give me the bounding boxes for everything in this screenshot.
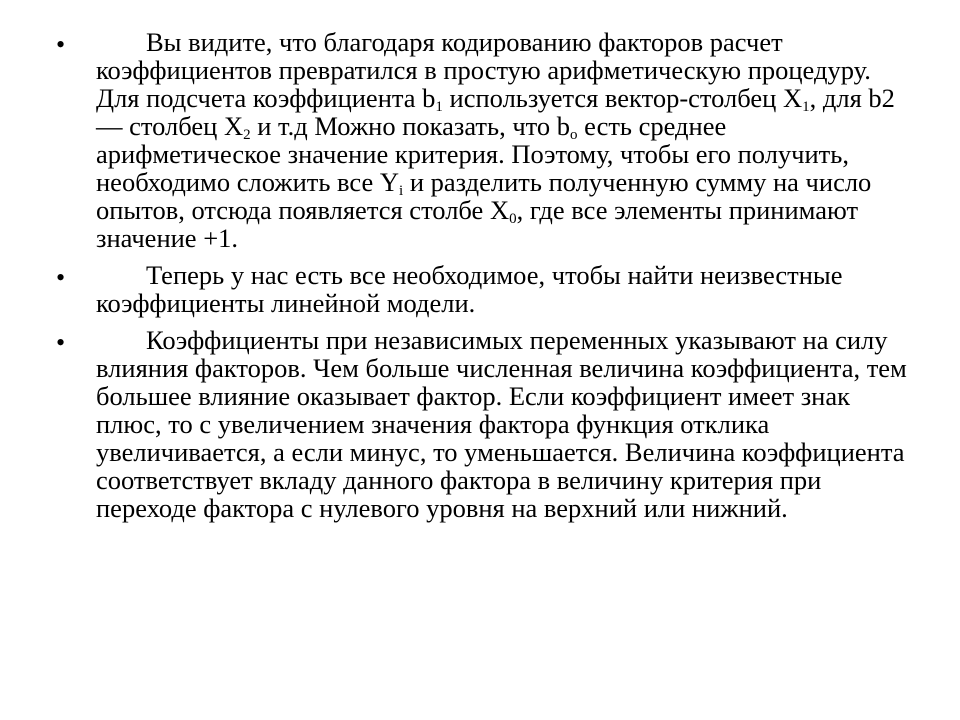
bullet-item-coefficients <box>56 326 916 522</box>
bullet-icon: • <box>56 328 66 357</box>
paragraph-text-part: используется вектор-столбец X <box>442 83 803 113</box>
paragraph-coding <box>96 28 916 252</box>
paragraph-text-part: Вы видите, что благодаря кодированию факторов расчет коэффициентов превратился в простую арифметическую процедуру. Для подсчета коэффициента b <box>96 27 871 113</box>
paragraph-text-part: и разделить полученную сумму на число опытов, отсюда появляется столбе X <box>96 167 872 225</box>
paragraph-coefficients <box>96 326 916 522</box>
paragraph-text: Коэффициенты при независимых переменных указывают на силу влияния факторов. Чем больше численная величина коэффициента, тем большее влияние оказывает фактор. Если коэффициент имеет знак плюс, то с увеличением значения фактора функция отклика увеличивается, а если минус, то уменьшается. Величина коэффициента соответствует вкладу данного фактора в величину критерия при переходе фактора с нулевого уровня на верхний или нижний. <box>96 325 907 523</box>
paragraph-text: Теперь у нас есть все необходимое, чтобы найти неизвестные коэффициенты линейной модели. <box>96 260 843 318</box>
paragraph-text-part: , где все элементы принимают значение +1. <box>96 195 859 253</box>
bullet-icon: • <box>56 263 66 292</box>
bullet-list <box>56 28 916 531</box>
bullet-icon: • <box>56 30 66 59</box>
bullet-item-coding <box>56 28 916 252</box>
subscript: 1 <box>435 99 443 115</box>
paragraph-text-part: и т.д Можно показать, что b <box>250 111 571 141</box>
paragraph-now <box>96 261 916 317</box>
subscript: 1 <box>802 99 810 115</box>
subscript: 2 <box>243 127 251 143</box>
subscript: 0 <box>509 211 517 227</box>
subscript: o <box>570 127 578 143</box>
paragraph-text-part: есть среднее арифметическое значение критерия. Поэтому, чтобы его получить, необходимо сложить все Y <box>96 111 849 197</box>
paragraph-text-part: , для b2 — столбец X <box>96 83 895 141</box>
subscript: i <box>399 183 404 199</box>
bullet-item-now <box>56 261 916 317</box>
